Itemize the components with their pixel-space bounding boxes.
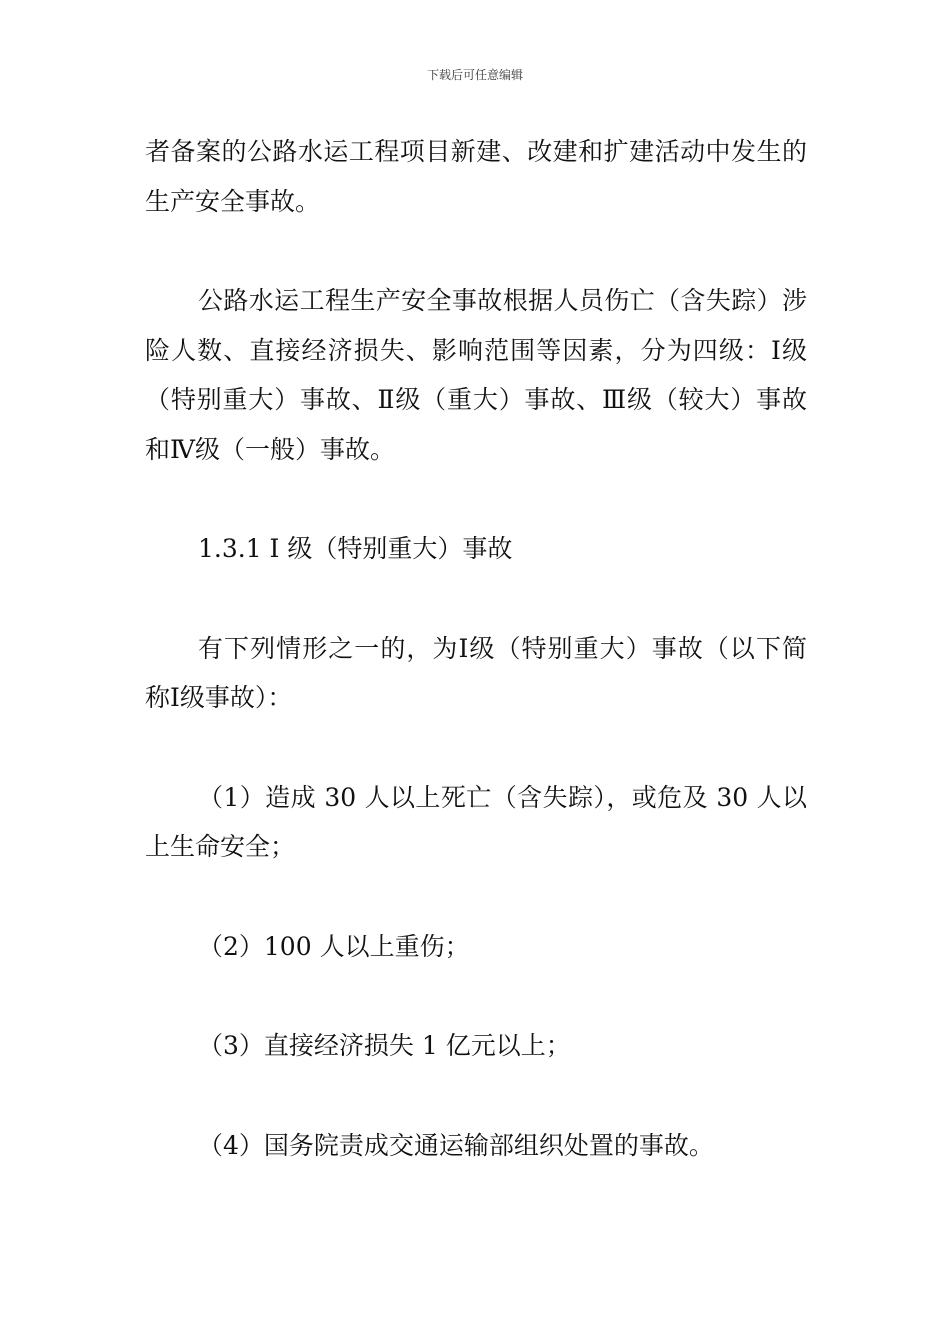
list-item-3: （3）直接经济损失 1 亿元以上； bbox=[198, 1031, 571, 1060]
spacer bbox=[145, 474, 807, 524]
paragraph-level-one-definition: 有下列情形之一的，为Ⅰ级（特别重大）事故（以下简称Ⅰ级事故）： bbox=[145, 633, 807, 712]
spacer bbox=[145, 872, 807, 922]
list-item-2: （2）100 人以上重伤； bbox=[198, 931, 470, 961]
paragraph-accident-levels: 公路水运工程生产安全事故根据人员伤亡（含失踪）涉险人数、直接经济损失、影响范围等因素，分为四级：Ⅰ级（特别重大）事故、Ⅱ级（重大）事故、Ⅲ级（较大）事故和Ⅳ级（一般）事故。 bbox=[145, 286, 807, 464]
section-heading: 1.3.1 Ⅰ 级（特别重大）事故 bbox=[198, 534, 513, 563]
list-item-4: （4）国务院责成交通运输部组织处置的事故。 bbox=[198, 1130, 714, 1160]
paragraph-continuation: 者备案的公路水运工程项目新建、改建和扩建活动中发生的生产安全事故。 bbox=[145, 137, 807, 216]
list-item-1: （1）造成 30 人以上死亡（含失踪），或危及 30 人以上生命安全； bbox=[145, 782, 807, 861]
spacer bbox=[145, 971, 807, 1021]
document-body bbox=[145, 127, 807, 1170]
spacer bbox=[145, 574, 807, 624]
spacer bbox=[145, 226, 807, 276]
spacer bbox=[145, 1071, 807, 1121]
spacer bbox=[145, 723, 807, 773]
page-header: 下载后可任意编辑 bbox=[426, 68, 523, 82]
